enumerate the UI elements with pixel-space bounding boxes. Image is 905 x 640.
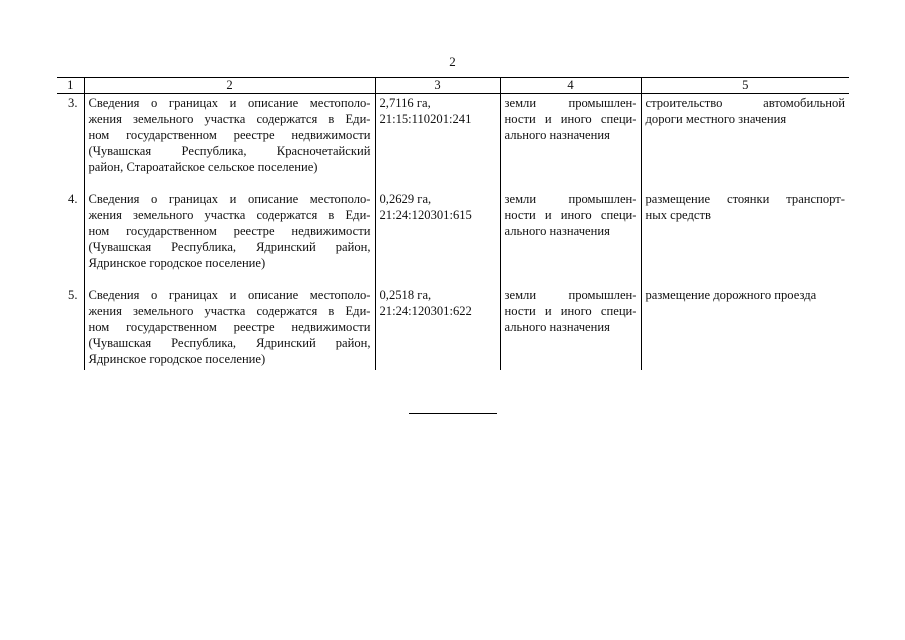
col-header-2: 2 bbox=[84, 78, 375, 94]
land-category-line: земли промышлен- bbox=[504, 191, 637, 206]
plot-description-line: (Чувашская Республика, Ядринский район, bbox=[88, 239, 371, 254]
permitted-use bbox=[641, 94, 849, 190]
area-and-cadastral-number-line: 0,2518 га, bbox=[379, 287, 432, 302]
area-and-cadastral-number-line: 0,2629 га, bbox=[379, 191, 432, 206]
area-and-cadastral-number-line: 21:24:120301:622 bbox=[379, 303, 472, 318]
permitted-use-line: дороги местного значения bbox=[645, 112, 787, 126]
land-category-line: земли промышлен- bbox=[504, 287, 637, 302]
land-category-line: земли промышлен- bbox=[504, 96, 637, 110]
permitted-use-line: строительство автомобильной bbox=[645, 96, 845, 110]
plot-description-line: Ядринское городское поселение) bbox=[88, 351, 266, 366]
row-number: 3. bbox=[57, 94, 84, 190]
plot-description-line: ном государственном реестре недвижимости bbox=[88, 223, 371, 238]
plot-description-line: ном государственном реестре недвижимости bbox=[88, 128, 371, 142]
plot-description bbox=[84, 286, 375, 370]
page-number: 2 bbox=[449, 54, 456, 69]
table-row bbox=[57, 190, 849, 286]
permitted-use-line: размещение дорожного проезда bbox=[645, 287, 817, 302]
table-row bbox=[57, 286, 849, 370]
land-category-line: ности и иного специ- bbox=[504, 303, 637, 318]
table-row bbox=[57, 94, 849, 190]
row-number: 5. bbox=[57, 286, 84, 370]
area-and-cadastral-number-line: 2,7116 га, bbox=[379, 96, 431, 110]
plot-description-line: ном государственном реестре недвижимости bbox=[88, 319, 371, 334]
land-category bbox=[500, 94, 641, 190]
permitted-use bbox=[641, 286, 849, 370]
land-category-line: ального назначения bbox=[504, 223, 610, 238]
plot-description-line: жения земельного участка содержатся в Еди- bbox=[88, 303, 371, 318]
plot-description-line: Сведения о границах и описание местополо- bbox=[88, 96, 371, 110]
end-of-document-rule bbox=[409, 413, 497, 414]
plot-description-line: жения земельного участка содержатся в Еди- bbox=[88, 112, 371, 126]
permitted-use bbox=[641, 190, 849, 286]
row-number: 4. bbox=[57, 190, 84, 286]
col-header-3: 3 bbox=[375, 78, 500, 94]
area-and-cadastral-number bbox=[375, 190, 500, 286]
plot-description-line: жения земельного участка содержатся в Еди- bbox=[88, 207, 371, 222]
col-header-1: 1 bbox=[57, 78, 84, 94]
land-plots-table bbox=[57, 77, 849, 370]
plot-description bbox=[84, 94, 375, 190]
plot-description-line: Сведения о границах и описание местополо- bbox=[88, 287, 371, 302]
land-category-line: ности и иного специ- bbox=[504, 207, 637, 222]
plot-description-line: район, Староатайское сельское поселение) bbox=[88, 160, 318, 174]
land-category bbox=[500, 286, 641, 370]
permitted-use-line: ных средств bbox=[645, 207, 711, 222]
land-category-line: ального назначения bbox=[504, 128, 610, 142]
plot-description bbox=[84, 190, 375, 286]
area-and-cadastral-number bbox=[375, 94, 500, 190]
land-category-line: ального назначения bbox=[504, 319, 610, 334]
col-header-4: 4 bbox=[500, 78, 641, 94]
area-and-cadastral-number-line: 21:15:110201:241 bbox=[379, 112, 472, 126]
area-and-cadastral-number-line: 21:24:120301:615 bbox=[379, 207, 472, 222]
permitted-use-line: размещение стоянки транспорт- bbox=[645, 191, 845, 206]
plot-description-line: (Чувашская Республика, Красночетайский bbox=[88, 144, 371, 158]
plot-description-line: (Чувашская Республика, Ядринский район, bbox=[88, 335, 371, 350]
plot-description-line: Сведения о границах и описание местополо- bbox=[88, 191, 371, 206]
land-category bbox=[500, 190, 641, 286]
land-category-line: ности и иного специ- bbox=[504, 112, 637, 126]
plot-description-line: Ядринское городское поселение) bbox=[88, 255, 266, 270]
area-and-cadastral-number bbox=[375, 286, 500, 370]
col-header-5: 5 bbox=[641, 78, 849, 94]
table-header-row bbox=[57, 78, 849, 94]
